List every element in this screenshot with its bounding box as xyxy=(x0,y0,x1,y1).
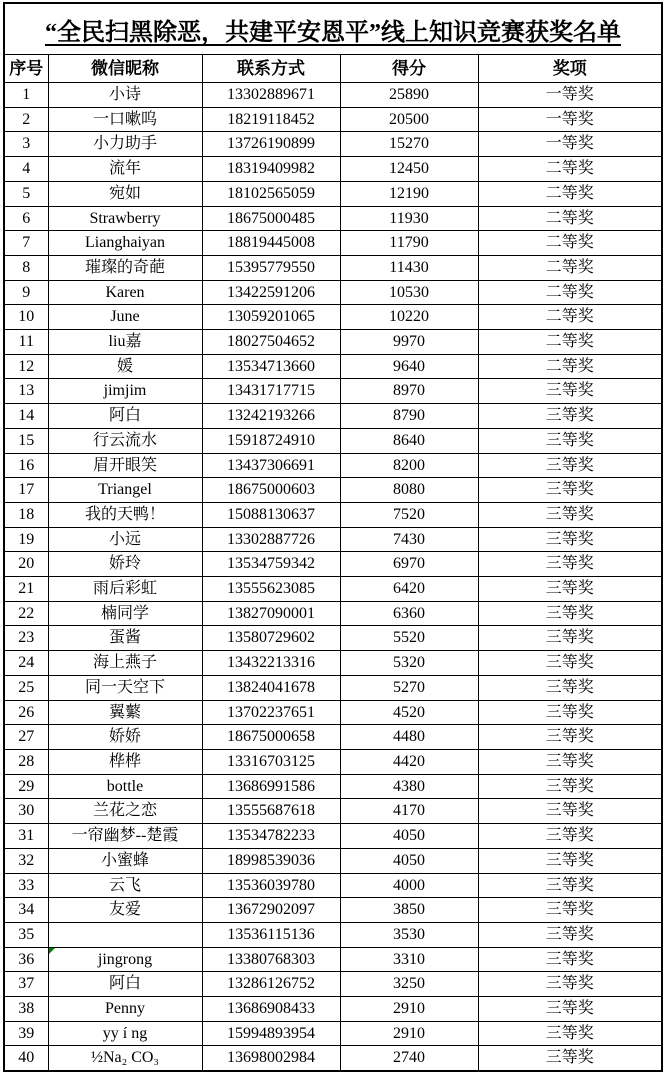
cell-index: 15 xyxy=(4,428,48,453)
cell-phone: 15994893954 xyxy=(202,1021,340,1046)
cell-index: 17 xyxy=(4,478,48,503)
cell-prize: 三等奖 xyxy=(478,774,662,799)
cell-score: 9970 xyxy=(340,330,478,355)
cell-score: 12190 xyxy=(340,181,478,206)
cell-index: 21 xyxy=(4,577,48,602)
table-row xyxy=(4,922,662,947)
cell-score: 10220 xyxy=(340,305,478,330)
cell-score: 20500 xyxy=(340,107,478,132)
cell-nickname: 兰花之恋 xyxy=(48,799,202,824)
cell-phone: 13302889671 xyxy=(202,83,340,108)
cell-nickname: 小力助手 xyxy=(48,132,202,157)
table-row xyxy=(4,972,662,997)
cell-score: 4050 xyxy=(340,848,478,873)
cell-score: 6360 xyxy=(340,601,478,626)
cell-phone: 13702237651 xyxy=(202,700,340,725)
cell-nickname: Karen xyxy=(48,280,202,305)
cell-nickname: 媛 xyxy=(48,354,202,379)
cell-score: 10530 xyxy=(340,280,478,305)
cell-index: 18 xyxy=(4,502,48,527)
cell-index: 10 xyxy=(4,305,48,330)
cell-score: 4000 xyxy=(340,873,478,898)
cell-prize: 三等奖 xyxy=(478,502,662,527)
cell-phone: 13534782233 xyxy=(202,824,340,849)
cell-index: 4 xyxy=(4,157,48,182)
cell-phone: 13726190899 xyxy=(202,132,340,157)
cell-score: 4480 xyxy=(340,725,478,750)
cell-nickname: yy í ng xyxy=(48,1021,202,1046)
cell-nickname: 海上燕子 xyxy=(48,651,202,676)
cell-score: 4380 xyxy=(340,774,478,799)
table-row xyxy=(4,206,662,231)
table-row xyxy=(4,428,662,453)
cell-phone: 13672902097 xyxy=(202,898,340,923)
cell-score: 6420 xyxy=(340,577,478,602)
cell-prize: 三等奖 xyxy=(478,577,662,602)
cell-score: 5320 xyxy=(340,651,478,676)
table-row xyxy=(4,404,662,429)
cell-nickname: 翼蘩 xyxy=(48,700,202,725)
cell-nickname: ½Na₂ CO₃ xyxy=(48,1046,202,1071)
cell-phone: 18319409982 xyxy=(202,157,340,182)
cell-nickname: June xyxy=(48,305,202,330)
cell-phone: 13316703125 xyxy=(202,749,340,774)
cell-phone: 18027504652 xyxy=(202,330,340,355)
cell-score: 3530 xyxy=(340,922,478,947)
cell-index: 24 xyxy=(4,651,48,676)
cell-prize: 三等奖 xyxy=(478,675,662,700)
cell-index: 26 xyxy=(4,700,48,725)
table-row xyxy=(4,824,662,849)
cell-phone: 15395779550 xyxy=(202,255,340,280)
table-row xyxy=(4,947,662,972)
cell-index: 12 xyxy=(4,354,48,379)
cell-nickname: 桦桦 xyxy=(48,749,202,774)
table-row xyxy=(4,552,662,577)
cell-index: 19 xyxy=(4,527,48,552)
cell-phone: 13824041678 xyxy=(202,675,340,700)
cell-prize: 三等奖 xyxy=(478,972,662,997)
cell-score: 4170 xyxy=(340,799,478,824)
table-row xyxy=(4,626,662,651)
cell-nickname: 一口嗽呜 xyxy=(48,107,202,132)
table-row xyxy=(4,330,662,355)
cell-score: 4420 xyxy=(340,749,478,774)
cell-phone: 13555687618 xyxy=(202,799,340,824)
cell-index: 8 xyxy=(4,255,48,280)
cell-prize: 三等奖 xyxy=(478,1046,662,1071)
prize-table xyxy=(3,2,663,1072)
cell-nickname: 小蜜蜂 xyxy=(48,848,202,873)
table-row xyxy=(4,577,662,602)
table-row xyxy=(4,231,662,256)
cell-prize: 三等奖 xyxy=(478,428,662,453)
cell-phone: 15918724910 xyxy=(202,428,340,453)
cell-phone: 13580729602 xyxy=(202,626,340,651)
table-row xyxy=(4,502,662,527)
cell-nickname: bottle xyxy=(48,774,202,799)
cell-prize: 三等奖 xyxy=(478,453,662,478)
cell-score: 7430 xyxy=(340,527,478,552)
cell-prize: 二等奖 xyxy=(478,354,662,379)
cell-index: 20 xyxy=(4,552,48,577)
cell-phone: 13380768303 xyxy=(202,947,340,972)
cell-index: 13 xyxy=(4,379,48,404)
cell-index: 25 xyxy=(4,675,48,700)
header-index: 序号 xyxy=(4,55,48,83)
cell-score: 2740 xyxy=(340,1046,478,1071)
cell-prize: 二等奖 xyxy=(478,157,662,182)
cell-phone: 18102565059 xyxy=(202,181,340,206)
cell-score: 15270 xyxy=(340,132,478,157)
cell-prize: 二等奖 xyxy=(478,181,662,206)
cell-nickname: 流年 xyxy=(48,157,202,182)
cell-index: 39 xyxy=(4,1021,48,1046)
cell-phone: 18219118452 xyxy=(202,107,340,132)
cell-prize: 二等奖 xyxy=(478,330,662,355)
cell-prize: 三等奖 xyxy=(478,898,662,923)
cell-index: 14 xyxy=(4,404,48,429)
cell-phone: 13827090001 xyxy=(202,601,340,626)
table-row xyxy=(4,601,662,626)
cell-index: 2 xyxy=(4,107,48,132)
cell-prize: 一等奖 xyxy=(478,132,662,157)
table-row xyxy=(4,453,662,478)
cell-phone: 15088130637 xyxy=(202,502,340,527)
cell-prize: 二等奖 xyxy=(478,206,662,231)
cell-phone: 13555623085 xyxy=(202,577,340,602)
cell-nickname: 阿白 xyxy=(48,972,202,997)
table-row xyxy=(4,898,662,923)
cell-score: 6970 xyxy=(340,552,478,577)
cell-phone: 18675000603 xyxy=(202,478,340,503)
table-row xyxy=(4,354,662,379)
header-score: 得分 xyxy=(340,55,478,83)
cell-nickname: 云飞 xyxy=(48,873,202,898)
cell-index: 36 xyxy=(4,947,48,972)
cell-prize: 三等奖 xyxy=(478,404,662,429)
cell-phone: 13686991586 xyxy=(202,774,340,799)
table-row xyxy=(4,157,662,182)
cell-index: 27 xyxy=(4,725,48,750)
cell-nickname: 雨后彩虹 xyxy=(48,577,202,602)
cell-phone: 13422591206 xyxy=(202,280,340,305)
cell-index: 6 xyxy=(4,206,48,231)
cell-score: 12450 xyxy=(340,157,478,182)
cell-nickname: Penny xyxy=(48,997,202,1022)
cell-phone: 13286126752 xyxy=(202,972,340,997)
cell-score: 3250 xyxy=(340,972,478,997)
cell-phone: 18819445008 xyxy=(202,231,340,256)
cell-index: 1 xyxy=(4,83,48,108)
title-row xyxy=(4,3,662,55)
table-row xyxy=(4,305,662,330)
cell-prize: 三等奖 xyxy=(478,527,662,552)
page-title: “全民扫黑除恶，共建平安恩平”线上知识竞赛获奖名单 xyxy=(4,3,662,55)
table-row xyxy=(4,379,662,404)
cell-phone: 13242193266 xyxy=(202,404,340,429)
cell-score: 8200 xyxy=(340,453,478,478)
cell-index: 31 xyxy=(4,824,48,849)
cell-score: 11930 xyxy=(340,206,478,231)
cell-nickname: 同一天空下 xyxy=(48,675,202,700)
cell-nickname: 一帘幽梦--楚霞 xyxy=(48,824,202,849)
table-row xyxy=(4,651,662,676)
cell-nickname: liu嘉 xyxy=(48,330,202,355)
cell-phone: 13536039780 xyxy=(202,873,340,898)
cell-prize: 三等奖 xyxy=(478,1021,662,1046)
table-header-row xyxy=(4,55,662,83)
cell-nickname: 眉开眼笑 xyxy=(48,453,202,478)
cell-nickname: 璀璨的奇葩 xyxy=(48,255,202,280)
cell-nickname: Triangel xyxy=(48,478,202,503)
cell-phone: 13437306691 xyxy=(202,453,340,478)
table-row xyxy=(4,799,662,824)
table-row xyxy=(4,725,662,750)
table-row xyxy=(4,181,662,206)
cell-nickname: 阿白 xyxy=(48,404,202,429)
cell-score: 8080 xyxy=(340,478,478,503)
cell-score: 5520 xyxy=(340,626,478,651)
cell-index: 3 xyxy=(4,132,48,157)
cell-prize: 三等奖 xyxy=(478,651,662,676)
cell-phone: 18998539036 xyxy=(202,848,340,873)
cell-nickname: 小远 xyxy=(48,527,202,552)
cell-nickname: 蛋酱 xyxy=(48,626,202,651)
cell-prize: 三等奖 xyxy=(478,749,662,774)
cell-score: 2910 xyxy=(340,997,478,1022)
cell-prize: 三等奖 xyxy=(478,848,662,873)
cell-prize: 三等奖 xyxy=(478,873,662,898)
cell-prize: 三等奖 xyxy=(478,379,662,404)
header-phone: 联系方式 xyxy=(202,55,340,83)
cell-phone: 13059201065 xyxy=(202,305,340,330)
cell-index: 29 xyxy=(4,774,48,799)
table-row xyxy=(4,107,662,132)
cell-phone: 13698002984 xyxy=(202,1046,340,1071)
cell-prize: 三等奖 xyxy=(478,799,662,824)
cell-index: 32 xyxy=(4,848,48,873)
cell-prize: 二等奖 xyxy=(478,255,662,280)
cell-score: 2910 xyxy=(340,1021,478,1046)
table-row xyxy=(4,848,662,873)
cell-index: 33 xyxy=(4,873,48,898)
header-prize: 奖项 xyxy=(478,55,662,83)
cell-prize: 二等奖 xyxy=(478,280,662,305)
cell-nickname: jimjim xyxy=(48,379,202,404)
table-row xyxy=(4,774,662,799)
cell-phone: 13534759342 xyxy=(202,552,340,577)
cell-prize: 一等奖 xyxy=(478,83,662,108)
table-row xyxy=(4,700,662,725)
cell-index: 5 xyxy=(4,181,48,206)
table-row xyxy=(4,132,662,157)
cell-phone: 13302887726 xyxy=(202,527,340,552)
cell-nickname: 宛如 xyxy=(48,181,202,206)
cell-phone: 13686908433 xyxy=(202,997,340,1022)
cell-index: 23 xyxy=(4,626,48,651)
cell-index: 35 xyxy=(4,922,48,947)
cell-score: 3310 xyxy=(340,947,478,972)
cell-prize: 三等奖 xyxy=(478,725,662,750)
cell-prize: 三等奖 xyxy=(478,626,662,651)
cell-nickname: 我的天鸭！ xyxy=(48,502,202,527)
table-row xyxy=(4,675,662,700)
cell-score: 25890 xyxy=(340,83,478,108)
cell-index: 9 xyxy=(4,280,48,305)
cell-index: 16 xyxy=(4,453,48,478)
table-row xyxy=(4,873,662,898)
cell-phone: 13536115136 xyxy=(202,922,340,947)
cell-index: 38 xyxy=(4,997,48,1022)
table-row xyxy=(4,255,662,280)
cell-score: 5270 xyxy=(340,675,478,700)
cell-phone: 13534713660 xyxy=(202,354,340,379)
cell-phone: 18675000485 xyxy=(202,206,340,231)
cell-prize: 二等奖 xyxy=(478,305,662,330)
prize-sheet xyxy=(3,2,661,1072)
cell-prize: 三等奖 xyxy=(478,700,662,725)
cell-phone: 18675000658 xyxy=(202,725,340,750)
cell-prize: 三等奖 xyxy=(478,824,662,849)
cell-score: 9640 xyxy=(340,354,478,379)
cell-score: 8970 xyxy=(340,379,478,404)
cell-nickname: 楠同学 xyxy=(48,601,202,626)
cell-score: 8790 xyxy=(340,404,478,429)
cell-nickname xyxy=(48,922,202,947)
cell-nickname: 娇娇 xyxy=(48,725,202,750)
cell-nickname: 友爱 xyxy=(48,898,202,923)
table-row xyxy=(4,83,662,108)
cell-index: 34 xyxy=(4,898,48,923)
cell-prize: 三等奖 xyxy=(478,947,662,972)
cell-phone: 13432213316 xyxy=(202,651,340,676)
table-row xyxy=(4,527,662,552)
cell-score: 11430 xyxy=(340,255,478,280)
cell-score: 4050 xyxy=(340,824,478,849)
cell-index: 22 xyxy=(4,601,48,626)
table-body xyxy=(4,83,662,1072)
cell-index: 30 xyxy=(4,799,48,824)
table-row xyxy=(4,280,662,305)
cell-prize: 二等奖 xyxy=(478,231,662,256)
cell-prize: 一等奖 xyxy=(478,107,662,132)
cell-score: 4520 xyxy=(340,700,478,725)
cell-prize: 三等奖 xyxy=(478,601,662,626)
cell-index: 37 xyxy=(4,972,48,997)
cell-nickname: 小诗 xyxy=(48,83,202,108)
cell-nickname: Strawberry xyxy=(48,206,202,231)
cell-score: 7520 xyxy=(340,502,478,527)
cell-index: 28 xyxy=(4,749,48,774)
cell-prize: 三等奖 xyxy=(478,478,662,503)
cell-nickname: 娇玲 xyxy=(48,552,202,577)
cell-nickname: 行云流水 xyxy=(48,428,202,453)
cell-nickname: Lianghaiyan xyxy=(48,231,202,256)
cell-index: 40 xyxy=(4,1046,48,1071)
cell-score: 11790 xyxy=(340,231,478,256)
cell-prize: 三等奖 xyxy=(478,922,662,947)
cell-index: 11 xyxy=(4,330,48,355)
table-row xyxy=(4,997,662,1022)
cell-prize: 三等奖 xyxy=(478,997,662,1022)
cell-phone: 13431717715 xyxy=(202,379,340,404)
header-nickname: 微信昵称 xyxy=(48,55,202,83)
cell-score: 3850 xyxy=(340,898,478,923)
cell-score: 8640 xyxy=(340,428,478,453)
cell-prize: 三等奖 xyxy=(478,552,662,577)
table-row xyxy=(4,478,662,503)
table-row xyxy=(4,749,662,774)
cell-index: 7 xyxy=(4,231,48,256)
cell-nickname: jingrong xyxy=(48,947,202,972)
table-row xyxy=(4,1021,662,1046)
table-row xyxy=(4,1046,662,1071)
